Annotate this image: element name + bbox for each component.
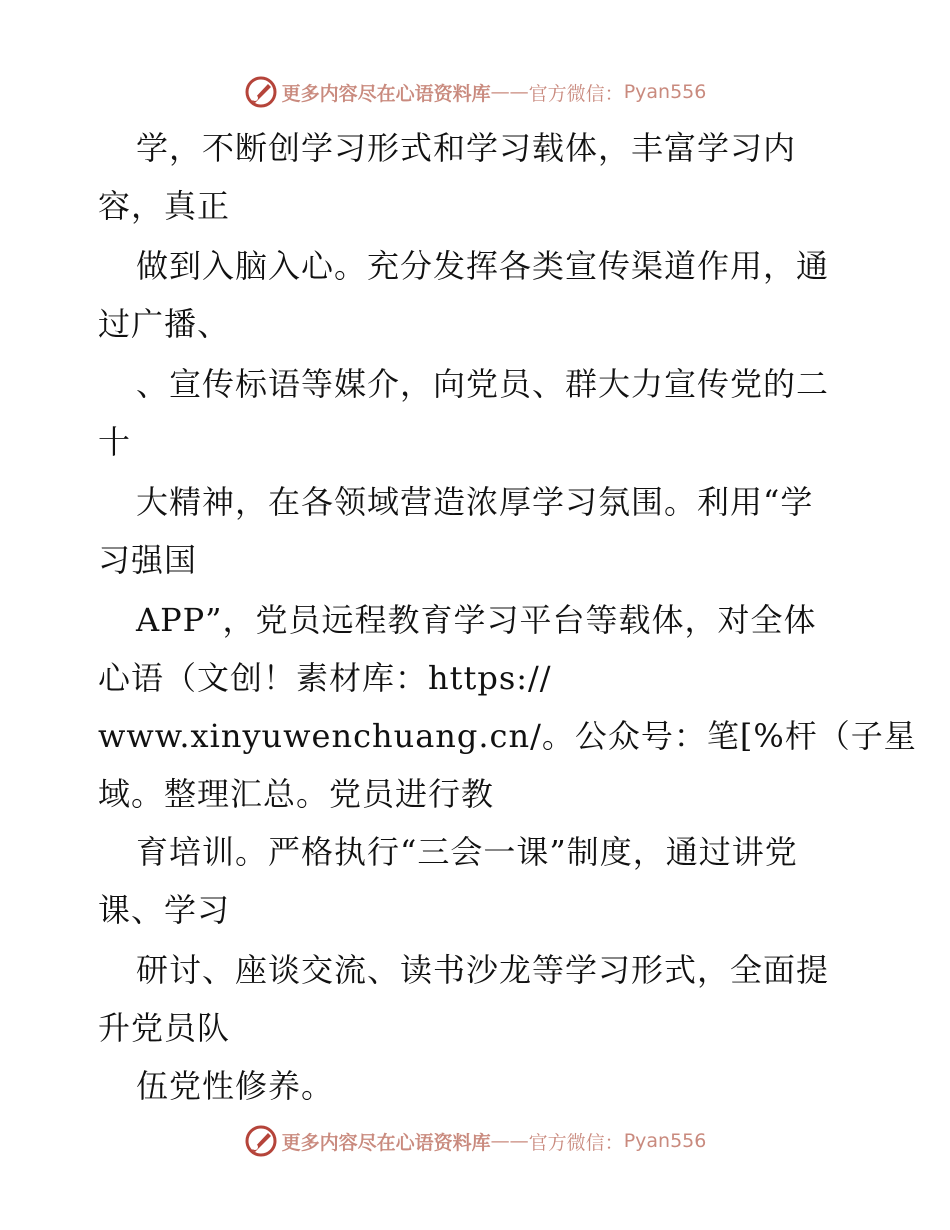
text-line: 课、学习 <box>98 891 231 929</box>
text-line: 域。整理汇总。党员进行教 <box>98 775 495 813</box>
quill-seal-icon <box>244 1124 278 1158</box>
text-line: www.xinyuwenchuang.cn/。公众号：笔[%杆（子星 <box>98 717 917 755</box>
text-line: 十 <box>98 423 132 461</box>
quill-seal-icon <box>244 75 278 109</box>
watermark-brand: 更多内容尽在心语资料库 <box>281 1131 491 1154</box>
text-line: 习强国 <box>98 541 198 579</box>
text-line: 做到入脑入心。充分发挥各类宣传渠道作用，通 <box>136 247 830 285</box>
watermark-separator: —— <box>490 81 529 103</box>
watermark-id: Pyan556 <box>623 81 707 103</box>
text-line: 心语（文创！素材库：https:// <box>98 659 552 697</box>
text-line: 过广播、 <box>98 305 231 343</box>
text-line: 大精神，在各领域营造浓厚学习氛围。利用“学 <box>136 483 814 521</box>
text-line: 育培训。严格执行“三会一课”制度，通过讲党 <box>136 833 798 871</box>
watermark-label: 官方微信： <box>528 1131 624 1154</box>
header-watermark <box>0 72 950 112</box>
text-line: 伍党性修养。 <box>136 1067 335 1105</box>
watermark-label: 官方微信： <box>528 82 624 105</box>
watermark-brand: 更多内容尽在心语资料库 <box>281 82 491 105</box>
text-line: 容，真正 <box>98 187 231 225</box>
text-line: APP”，党员远程教育学习平台等载体，对全体 <box>136 601 817 639</box>
text-line: 学，不断创学习形式和学习载体，丰富学习内 <box>136 129 797 167</box>
text-line: 升党员队 <box>98 1009 231 1047</box>
watermark-separator: —— <box>490 1130 529 1152</box>
watermark-id: Pyan556 <box>623 1130 707 1152</box>
text-line: 、宣传标语等媒介，向党员、群大力宣传党的二 <box>136 365 830 403</box>
text-line: 研讨、座谈交流、读书沙龙等学习形式，全面提 <box>136 951 830 989</box>
footer-watermark <box>0 1121 950 1161</box>
